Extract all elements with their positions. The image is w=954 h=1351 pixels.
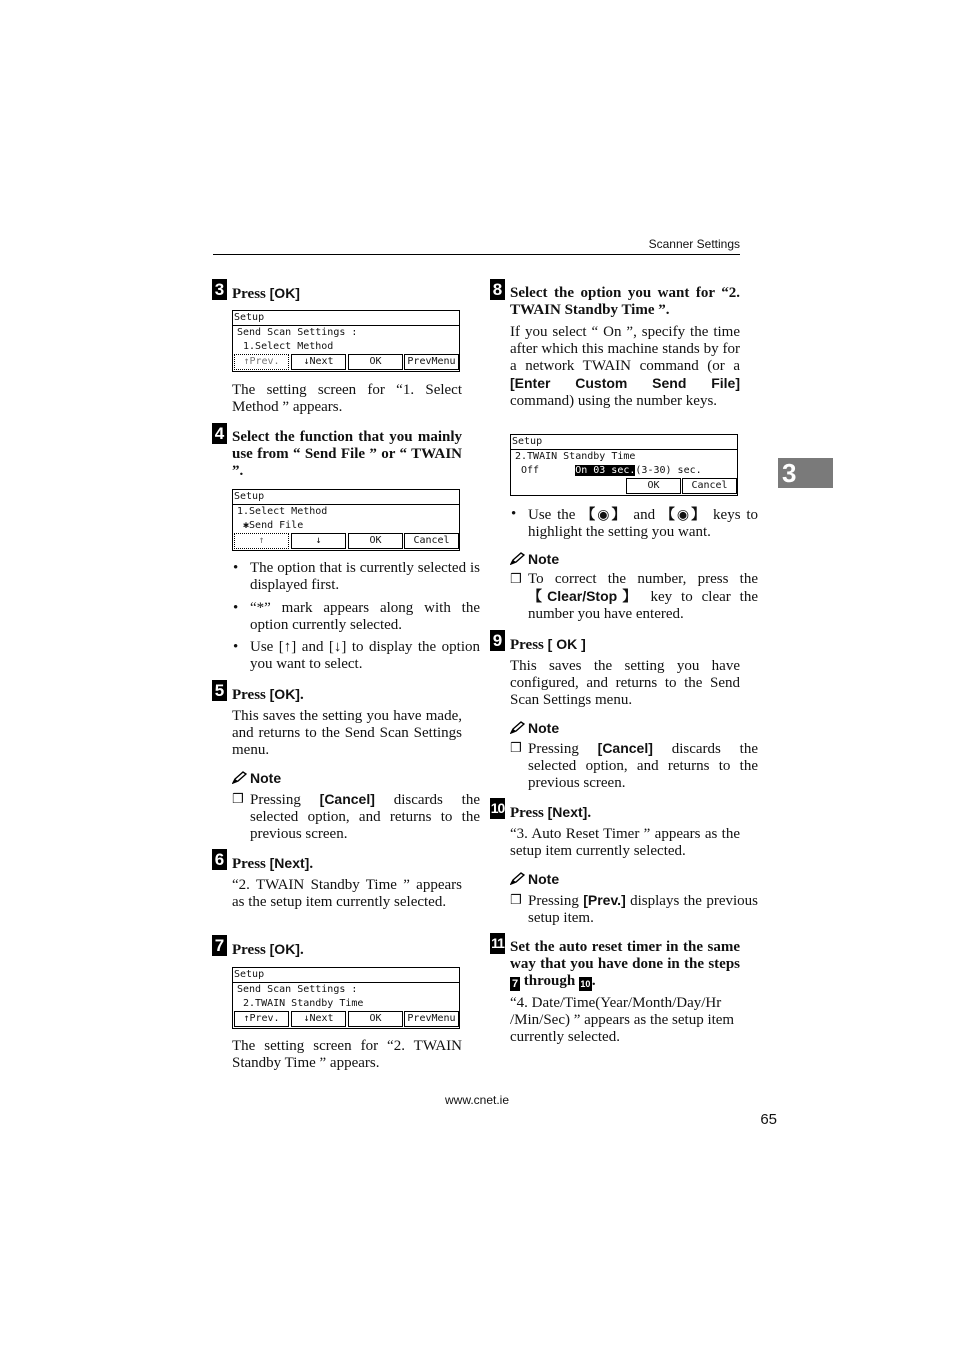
step-11-body: “4. Date/Time(Year/Month/Day/Hr /Min/Sec) ” appears as the setup item currently selected. [510, 995, 735, 1045]
step-8-heading [492, 280, 740, 319]
lcd-line-2: 1.Select Method [237, 340, 334, 352]
lcd-title: Setup [233, 490, 459, 505]
lcd-option-off[interactable]: Off [521, 464, 540, 476]
step-8-title: Select the option you want for “2. TWAIN Standby Time ”. [510, 285, 740, 318]
step-8-note-item [510, 571, 758, 623]
lcd-ok-button[interactable]: OK [348, 533, 403, 549]
lcd-cancel-button[interactable]: Cancel [682, 478, 737, 494]
note-label: Note [528, 551, 560, 567]
lcd-range: (3-30) sec. [635, 464, 702, 476]
lcd-next-button[interactable]: ↓Next [291, 354, 346, 370]
body-text: command) using the number keys. [510, 393, 718, 409]
note-label: Note [250, 770, 282, 786]
step-3-prefix: Press [232, 286, 270, 302]
step-10-body: “3. Auto Reset Timer ” appears as the setup item currently selected. [510, 826, 740, 859]
step-6-prefix: Press [232, 856, 270, 872]
lcd-up-button[interactable]: ↑ [234, 533, 289, 549]
step-9-number: 9 [490, 630, 505, 651]
lcd-title: Setup [233, 311, 459, 326]
lcd-screen-step-3 [232, 310, 460, 372]
step-4-heading [214, 424, 462, 480]
left-arrow-key-icon: 【◉】 [660, 506, 708, 522]
step-8-number: 8 [490, 279, 505, 300]
note-text: Pressing [250, 792, 320, 808]
lcd-line-1: 1.Select Method [237, 506, 328, 517]
step-5-note-heading [232, 770, 281, 786]
ok-key-label: [OK] [269, 686, 300, 702]
lcd-next-button[interactable]: ↓Next [291, 1011, 346, 1027]
step-11-title: . [591, 973, 596, 989]
step-10-number: 10 [490, 798, 505, 819]
step-10-note-heading [510, 871, 559, 887]
lcd-prevmenu-button[interactable]: PrevMenu [404, 1011, 459, 1027]
step-7-number: 7 [212, 935, 227, 956]
lcd-line-1: Send Scan Settings : [237, 984, 358, 995]
note-text: key to clear the number you have entered. [528, 589, 758, 622]
step-7-heading [214, 936, 462, 959]
step-5-body: This saves the setting you have made, and returns to the Send Scan Settings menu. [232, 708, 462, 758]
pencil-icon [510, 872, 525, 885]
step-3-number: 3 [212, 279, 227, 300]
lcd-prev-button[interactable]: ↑Prev. [234, 354, 289, 370]
step-6-number: 6 [212, 849, 227, 870]
step-4-title: Select the function that you mainly use from “ Send File ” or “ TWAIN ”. [232, 429, 462, 479]
step-8-bullet [510, 506, 758, 541]
lcd-prev-button[interactable]: ↑Prev. [234, 1011, 289, 1027]
next-key-label: [Next] [547, 804, 588, 820]
step-11-title: through [520, 973, 579, 989]
note-label: Note [528, 720, 560, 736]
lcd-screen-step-4 [232, 489, 460, 551]
clear-stop-key-label: 【Clear/Stop】 [528, 588, 642, 604]
lcd-ok-button[interactable]: OK [348, 354, 403, 370]
note-text: discards the selected option, and returns to the previous screen. [250, 792, 480, 842]
ok-key-label: [OK] [269, 941, 300, 957]
step-9-note-heading [510, 720, 559, 736]
lcd-ok-button[interactable]: OK [626, 478, 681, 494]
step-7-prefix: Press [232, 942, 270, 958]
lcd-line-2: ✱Send File [237, 519, 304, 531]
step-4-bullet-2: • “*” mark appears along with the option currently selected. [232, 600, 480, 634]
chapter-tab [778, 458, 833, 488]
step-11-title: Set the auto reset timer in the same way that you have done in the steps [510, 939, 740, 972]
step-3-body: The setting screen for “1. Select Method ” appears. [232, 382, 462, 415]
step-8-note-heading [510, 551, 559, 567]
lcd-line-1: Send Scan Settings : [237, 327, 358, 338]
step-9-prefix: Press [510, 637, 548, 653]
step-ref-7: 7 [511, 978, 519, 990]
lcd-ok-button[interactable]: OK [348, 1011, 403, 1027]
step-10-note-item [510, 892, 758, 927]
step-9-body: This saves the setting you have configured, and returns to the Send Scan Settings menu. [510, 658, 740, 708]
note-text: Pressing [528, 741, 598, 757]
step-9-note-item [510, 740, 758, 792]
lcd-option-on-selected[interactable]: On 03 sec. [575, 464, 636, 476]
step-10-suffix: . [587, 805, 592, 821]
body-text: If you select “ On ”, specify the time after which this machine stands by for a network TWAIN command (or a [510, 324, 740, 374]
note-text: To correct the number, press the [528, 571, 758, 587]
step-11-heading [491, 935, 740, 991]
header-rule [213, 254, 740, 255]
step-5-suffix: . [299, 687, 304, 703]
ok-key-label: [OK] [269, 285, 300, 301]
step-4-bullet-3: • Use [↑] and [↓] to display the option you want to select. [232, 639, 480, 673]
lcd-prevmenu-button[interactable]: PrevMenu [404, 354, 459, 370]
note-text: Pressing [528, 893, 584, 909]
step-4-number: 4 [212, 423, 227, 444]
step-5-heading [214, 681, 462, 704]
lcd-title: Setup [511, 435, 737, 450]
running-header: Scanner Settings [648, 237, 740, 251]
step-11-number: 11 [490, 933, 505, 954]
lcd-line-2: 2.TWAIN Standby Time [237, 997, 364, 1009]
step-4-bullet-1: • The option that is currently selected is displayed first. [232, 560, 480, 594]
pencil-icon [510, 721, 525, 734]
bullet-text: keys to highlight the setting you want. [528, 507, 758, 540]
step-3-heading [214, 280, 462, 303]
lcd-line-1: 2.TWAIN Standby Time [515, 451, 636, 462]
step-5-prefix: Press [232, 687, 270, 703]
bullet-text: Use the [528, 507, 582, 523]
right-arrow-key-icon: 【◉】 [581, 506, 628, 522]
page-number: 65 [760, 1111, 777, 1128]
pencil-icon [232, 771, 247, 784]
lcd-title: Setup [233, 968, 459, 983]
prev-key-label: [Prev.] [583, 892, 626, 908]
step-6-heading [214, 850, 462, 873]
note-text: displays the previous setup item. [528, 893, 758, 926]
pencil-icon [510, 552, 525, 565]
chapter-number: 3 [782, 458, 797, 488]
step-8-body [510, 324, 740, 410]
step-6-body: “2. TWAIN Standby Time ” appears as the setup item currently selected. [232, 877, 462, 910]
step-9-heading [492, 631, 740, 654]
step-5-note-item [232, 791, 480, 843]
lcd-screen-step-8 [510, 434, 738, 496]
step-ref-10: 10 [580, 979, 591, 989]
lcd-down-button[interactable]: ↓ [291, 533, 346, 549]
enter-custom-send-file-key: [Enter Custom Send File] [510, 375, 740, 391]
lcd-line-2 [511, 464, 737, 478]
note-label: Note [528, 871, 560, 887]
cancel-key-label: [Cancel] [597, 740, 653, 756]
footer-url: www.cnet.ie [444, 1093, 510, 1107]
lcd-cancel-button[interactable]: Cancel [404, 533, 459, 549]
step-6-suffix: . [309, 856, 314, 872]
step-10-prefix: Press [510, 805, 548, 821]
note-text: discards the selected option, and returns to the previous screen. [528, 741, 758, 791]
cancel-key-label: [Cancel] [319, 791, 375, 807]
step-7-body: The setting screen for “2. TWAIN Standby Time ” appears. [232, 1038, 462, 1071]
step-7-suffix: . [299, 942, 304, 958]
lcd-screen-step-7 [232, 967, 460, 1029]
step-5-number: 5 [212, 680, 227, 701]
next-key-label: [Next] [269, 855, 310, 871]
step-10-heading [490, 800, 740, 822]
bullet-text: and [627, 507, 661, 523]
ok-key-label: [ OK ] [547, 636, 586, 652]
